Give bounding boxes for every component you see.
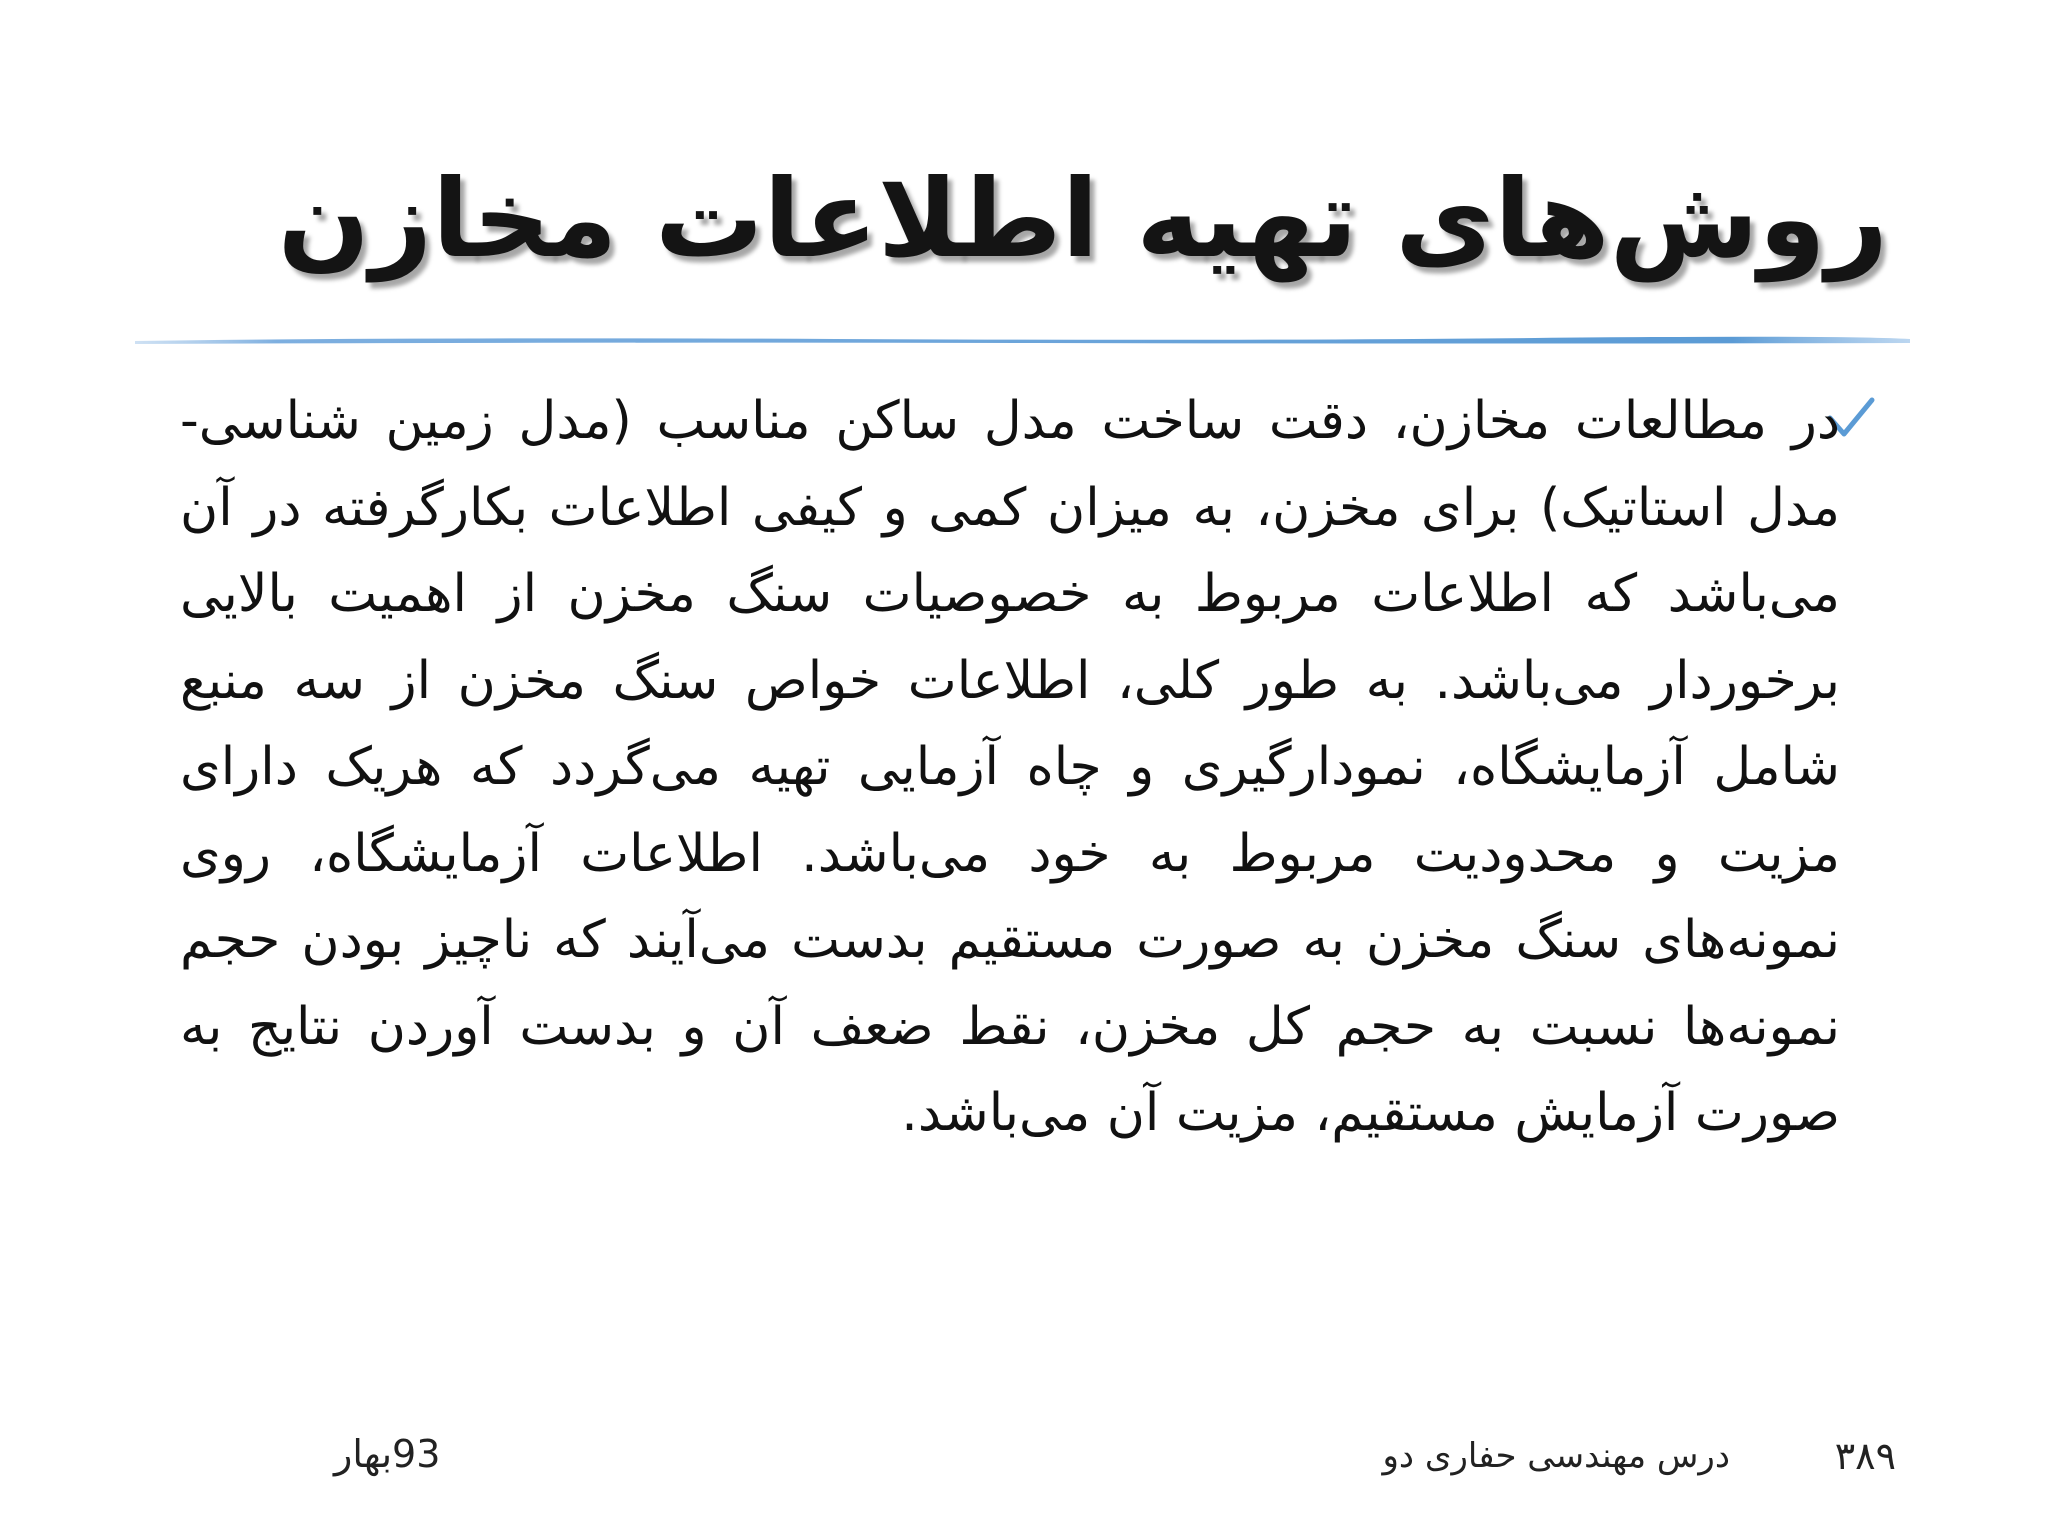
course-title: درس مهندسی حفاری دو: [1382, 1436, 1730, 1476]
page-number: ۳۸۹: [1834, 1434, 1896, 1478]
slide-title: روش‌های تهیه اطلاعات مخازن: [277, 157, 1888, 282]
title-divider: [135, 333, 1910, 347]
body-paragraph: در مطالعات مخازن، دقت ساخت مدل ساکن مناسب (مدل زمین شناسی-مدل استاتیک) برای مخزن، به میزان کمی و کیفی اطلاعات بکارگرفته در آن می‌باشد که اطلاعات مربوط به خصوصیات سنگ مخزن از اهمیت بالایی برخوردار می‌باشد. به طور کلی، اطلاعات خواص سنگ مخزن از سه منبع شامل آزمایشگاه، نمودارگیری و چاه آزمایی تهیه می‌گردد که هریک دارای مزیت و محدودیت مربوط به خود می‌باشد. اطلاعات آزمایشگاه، روی نمونه‌های سنگ مخزن به صورت مستقیم بدست می‌آیند که ناچیز بودن حجم نمونه‌ها نسبت به حجم کل مخزن، نقط ضعف آن و بدست آوردن نتایج به صورت آزمایش مستقیم، مزیت آن می‌باشد.: [180, 391, 1840, 1143]
footer-date: 93بهار: [334, 1432, 441, 1476]
